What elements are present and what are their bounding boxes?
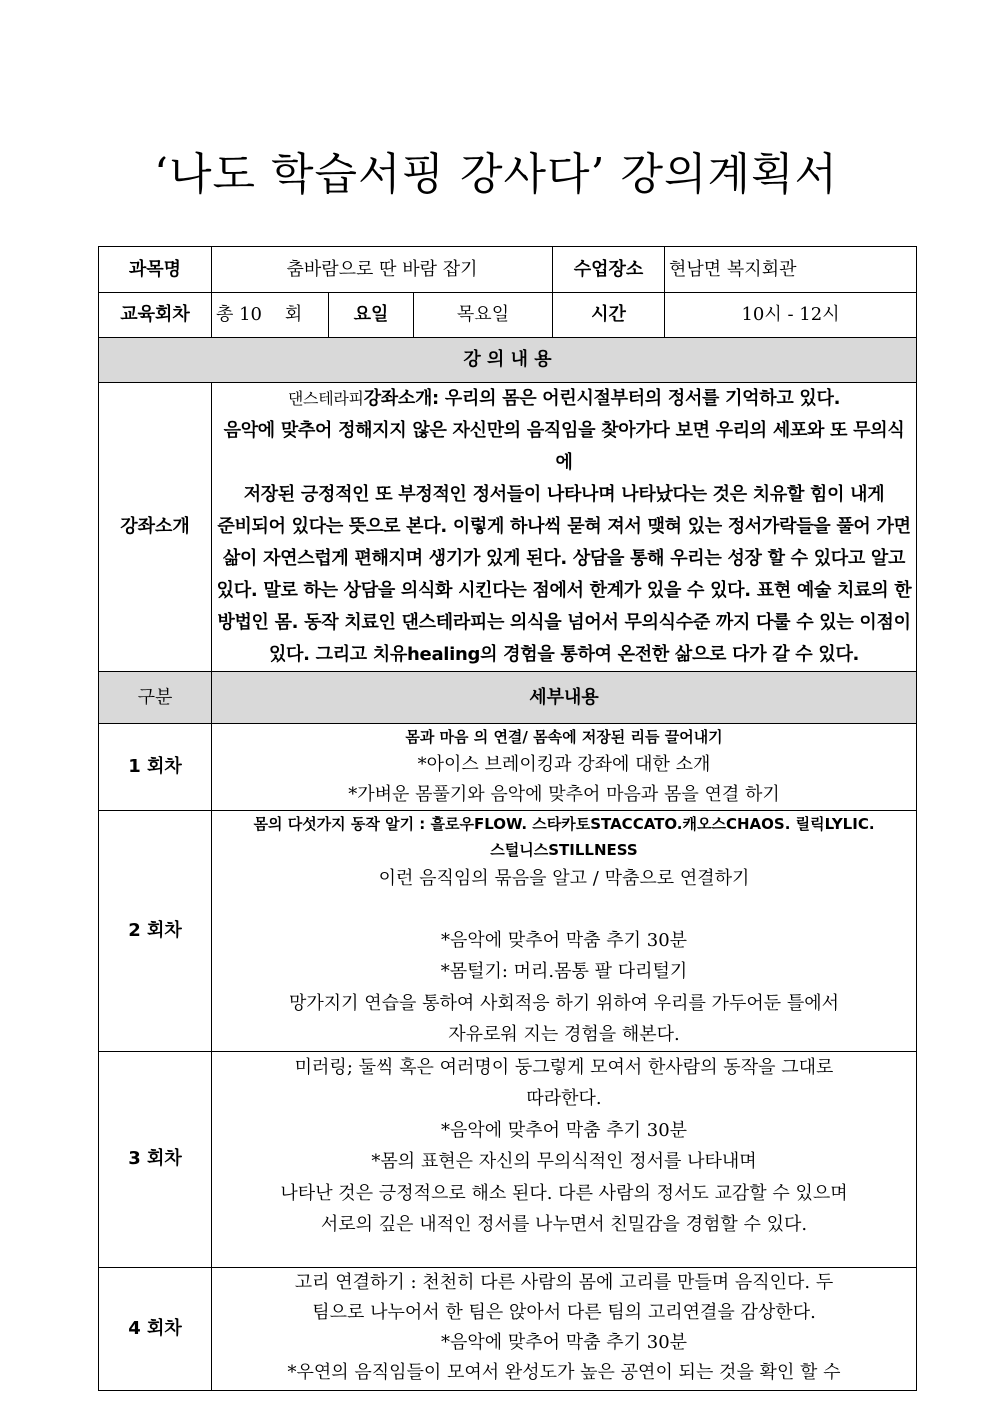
session-2-title-1: 몸의 다섯가지 동작 알기 : 흘로우FLOW. 스타카토STACCATO.캐오스CHAOS. 릴릭LYLIC. bbox=[253, 815, 875, 833]
session-2-spacer bbox=[216, 895, 912, 925]
session-label-4: 4 회차 bbox=[99, 1267, 212, 1390]
session-row-1 bbox=[99, 724, 917, 811]
content-header-row bbox=[99, 338, 917, 383]
session-3-line-5: 나타난 것은 긍정적으로 해소 된다. 다른 사람의 정서도 교감할 수 있으며 bbox=[280, 1182, 848, 1204]
intro-text bbox=[212, 383, 917, 672]
session-row-2 bbox=[99, 811, 917, 1052]
session-2-line-3: *음악에 맞추어 막춤 추기 30분 bbox=[440, 929, 688, 951]
session-row-4 bbox=[99, 1267, 917, 1390]
detail-header-col2: 세부내용 bbox=[212, 672, 917, 724]
intro-line-8: 있다. 그리고 치유healing의 경험을 통하여 온전한 삶으로 다가 갈 수 있다. bbox=[268, 644, 860, 665]
session-1-title: 몸과 마음 의 연결/ 몸속에 저장된 리듬 끌어내기 bbox=[405, 728, 723, 746]
session-3-line-6: 서로의 깊은 내적인 정서를 나누면서 친밀감을 경험할 수 있다. bbox=[320, 1214, 808, 1235]
subject-value: 춤바람으로 딴 바람 잡기 bbox=[212, 247, 553, 293]
session-4-line-2: 팀으로 나누어서 한 팀은 앉아서 다른 팀의 고리연결을 감상한다. bbox=[312, 1301, 816, 1323]
intro-line-5: 삶이 자연스럽게 편해지며 생기가 있게 된다. 상담을 통해 우리는 성장 할 수 있다고 알고 bbox=[222, 548, 906, 569]
session-2-line-4: *몸털기: 머리.몸통 팔 다리털기 bbox=[440, 961, 688, 982]
intro-line-1 bbox=[216, 383, 912, 415]
session-3-line-1: 미러링; 둘씩 혹은 여러명이 둥그렇게 모여서 한사람의 동작을 그대로 bbox=[294, 1056, 834, 1078]
session-1-line-1: *아이스 브레이킹과 강좌에 대한 소개 bbox=[417, 754, 711, 775]
session-2-line-6: 자유로워 지는 경험을 해본다. bbox=[448, 1024, 680, 1045]
session-4-line-1: 고리 연결하기 : 천천히 다른 사람의 몸에 고리를 만들며 음직인다. 두 bbox=[294, 1271, 834, 1293]
subject-label: 과목명 bbox=[99, 247, 212, 293]
place-label: 수업장소 bbox=[553, 247, 665, 293]
intro-line-2: 음악에 맞추어 정해지지 않은 자신만의 음직임을 찾아가다 보면 우리의 세포와 또 무의식에 bbox=[223, 420, 905, 473]
time-value: 10시 - 12시 bbox=[665, 293, 917, 338]
detail-header-col1: 구분 bbox=[99, 672, 212, 724]
intro-line-7: 방법인 몸. 동작 치료인 댄스테라피는 의식을 넘어서 무의식수준 까지 다룰 수 있는 이점이 bbox=[217, 612, 911, 633]
detail-header-row bbox=[99, 672, 917, 724]
count-value: 총 10 회 bbox=[212, 293, 329, 338]
session-2-line-5: 망가지기 연습을 통하여 사회적응 하기 위하여 우리를 가두어둔 틀에서 bbox=[289, 992, 840, 1014]
session-label-1: 1 회차 bbox=[99, 724, 212, 811]
session-label-3: 3 회차 bbox=[99, 1051, 212, 1267]
intro-lead: 댄스테라피 bbox=[287, 389, 364, 408]
lecture-plan-table bbox=[98, 246, 917, 1391]
day-value: 목요일 bbox=[414, 293, 553, 338]
subject-row bbox=[99, 247, 917, 293]
intro-label: 강좌소개 bbox=[99, 383, 212, 672]
session-label-2: 2 회차 bbox=[99, 811, 212, 1052]
document-title: ‘나도 학습서핑 강사다’ 강의계획서 bbox=[154, 149, 838, 200]
session-2-title-2: 스털니스STILLNESS bbox=[490, 841, 638, 859]
count-label: 교육회차 bbox=[99, 293, 212, 338]
session-3-line-3: *음악에 맞추어 막춤 추기 30분 bbox=[440, 1119, 688, 1141]
session-content-4 bbox=[212, 1267, 917, 1390]
session-3-line-2: 따라한다. bbox=[526, 1088, 602, 1109]
intro-line-3: 저장된 긍정적인 또 부정적인 정서들이 나타나며 나타났다는 것은 치유할 힘이 내게 bbox=[243, 484, 885, 505]
intro-row bbox=[99, 383, 917, 672]
time-label: 시간 bbox=[553, 293, 665, 338]
schedule-row bbox=[99, 293, 917, 338]
session-row-3 bbox=[99, 1051, 917, 1267]
session-4-line-3: *음악에 맞추어 막춤 추기 30분 bbox=[440, 1331, 688, 1353]
intro-line-4: 준비되어 있다는 뜻으로 본다. 이렇게 하나씩 묻혀 져서 맺혀 있는 정서가락들을 풀어 가면 bbox=[217, 516, 911, 537]
content-header: 강 의 내 용 bbox=[99, 338, 917, 383]
session-3-line-4: *몸의 표현은 자신의 무의식적인 정서를 나타내며 bbox=[371, 1151, 757, 1172]
place-value: 현남면 복지회관 bbox=[665, 247, 917, 293]
day-label: 요일 bbox=[329, 293, 414, 338]
session-content-3 bbox=[212, 1051, 917, 1267]
session-content-1 bbox=[212, 724, 917, 811]
session-content-2 bbox=[212, 811, 917, 1052]
session-2-line-1: 이런 음직임의 묶음을 알고 / 막춤으로 연결하기 bbox=[378, 868, 750, 889]
intro-line-text: 강좌소개: 우리의 몸은 어린시절부터의 정서를 기억하고 있다. bbox=[363, 388, 841, 409]
intro-line-6: 있다. 말로 하는 상담을 의식화 시킨다는 점에서 한계가 있을 수 있다. 표현 예술 치료의 한 bbox=[216, 580, 912, 601]
session-4-line-4: *우연의 음직임들이 모여서 완성도가 높은 공연이 되는 것을 확인 할 수 bbox=[287, 1361, 841, 1383]
session-1-line-2: *가벼운 몸풀기와 음악에 맞추어 마음과 몸을 연결 하기 bbox=[348, 784, 780, 805]
